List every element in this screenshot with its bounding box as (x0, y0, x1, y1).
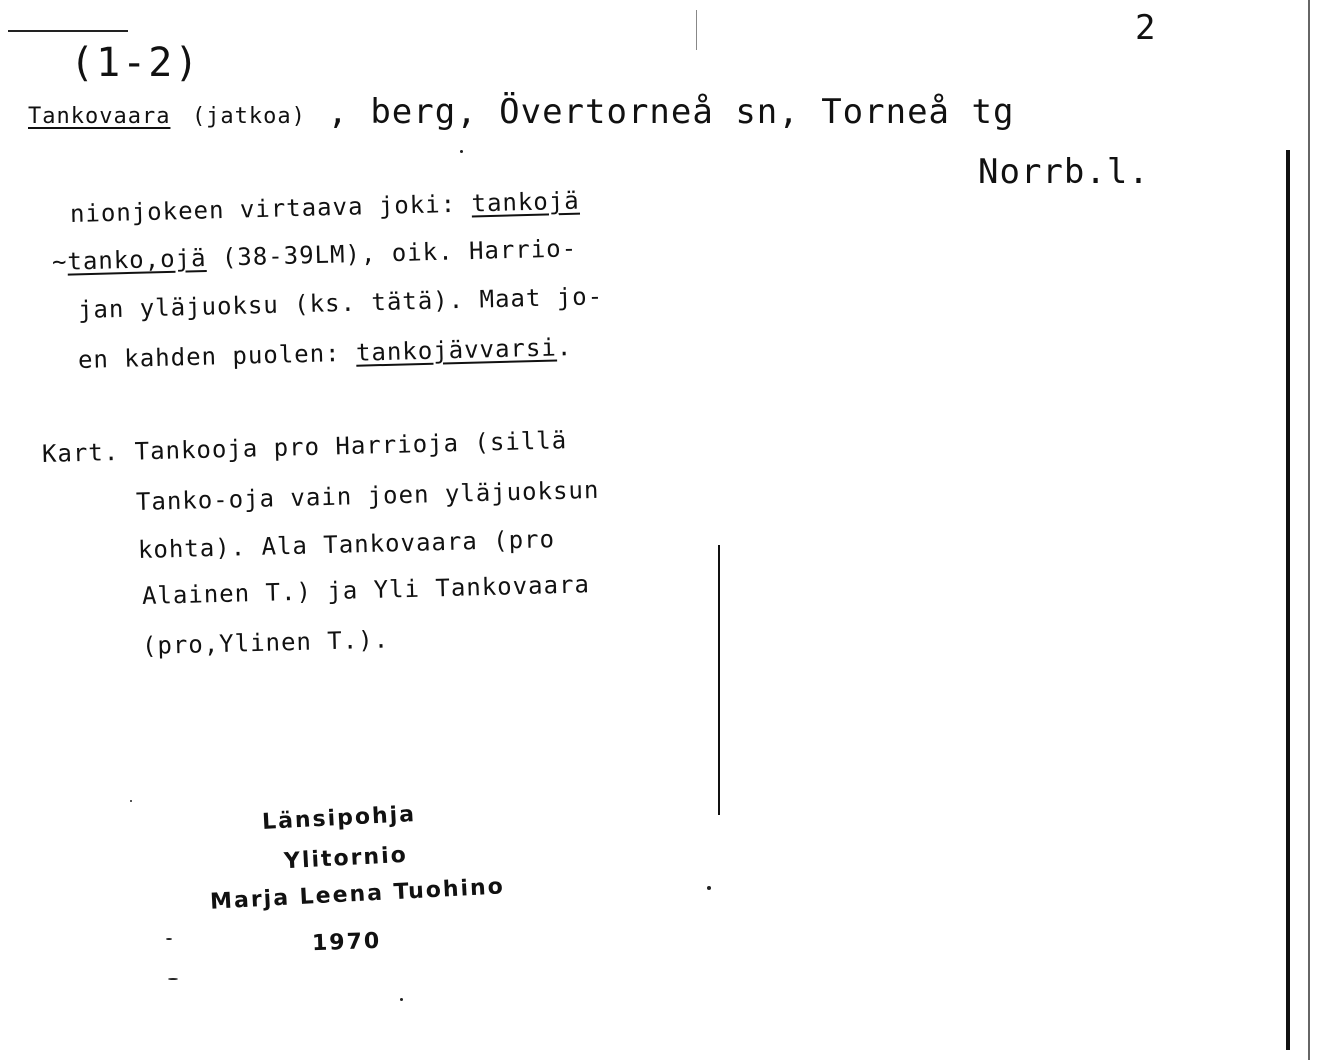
headword: Tankovaara (28, 104, 171, 129)
paragraph-1-line-3: jan yläjuoksu (ks. tätä). Maat jo- (77, 282, 604, 324)
paragraph-text: en kahden puolen: (77, 338, 357, 374)
header-line (28, 92, 1014, 132)
paragraph-2-line-5: (pro,Ylinen T.). (141, 625, 390, 660)
page-number: 2 (1135, 8, 1157, 48)
speck (166, 938, 172, 940)
dialect-term: tanko,ojä (67, 243, 207, 276)
speck (168, 978, 178, 980)
top-rule (8, 30, 128, 32)
stamp-region: Länsipohja (261, 801, 417, 836)
paragraph-text: (38-39LM), oik. Harrio- (206, 234, 578, 272)
paragraph-2-line-3: kohta). Ala Tankovaara (pro (137, 525, 556, 564)
right-edge-line-outer (1308, 0, 1310, 1060)
fold-line-top (696, 10, 697, 50)
stamp-collector: Marja Leena Tuohino (209, 874, 506, 915)
speck (130, 800, 132, 802)
fold-line-middle (718, 545, 720, 815)
paragraph-2-line-4: Alainen T.) ja Yli Tankovaara (141, 570, 591, 610)
paragraph-text: nionjokeen virtaava joki: (69, 189, 472, 228)
location-text: , berg, Övertorneå sn, Torneå tg (327, 92, 1015, 132)
location-province: Norrb.l. (978, 152, 1150, 192)
right-edge-line (1286, 150, 1290, 1050)
speck (460, 150, 463, 153)
headword-note: (jatkoa) (191, 104, 306, 129)
stamp-parish: Ylitornio (283, 842, 409, 875)
paragraph-text: . (556, 333, 573, 362)
speck (400, 998, 403, 1001)
dialect-term: tankojävvarsi (355, 333, 558, 367)
paragraph-1-line-2 (52, 234, 578, 276)
paragraph-text: ~ (51, 247, 68, 276)
paragraph-1-line-4 (78, 333, 573, 374)
stamp-year: 1970 (311, 928, 382, 957)
paragraph-2-line-2: Tanko-oja vain joen yläjuoksun (135, 475, 600, 516)
card-number: (1-2) (70, 40, 201, 86)
dialect-term: tankojä (471, 186, 581, 218)
paragraph-1-line-1 (70, 187, 580, 228)
paragraph-2-line-1: Kart. Tankooja pro Harrioja (sillä (41, 426, 568, 468)
speck (707, 886, 711, 890)
